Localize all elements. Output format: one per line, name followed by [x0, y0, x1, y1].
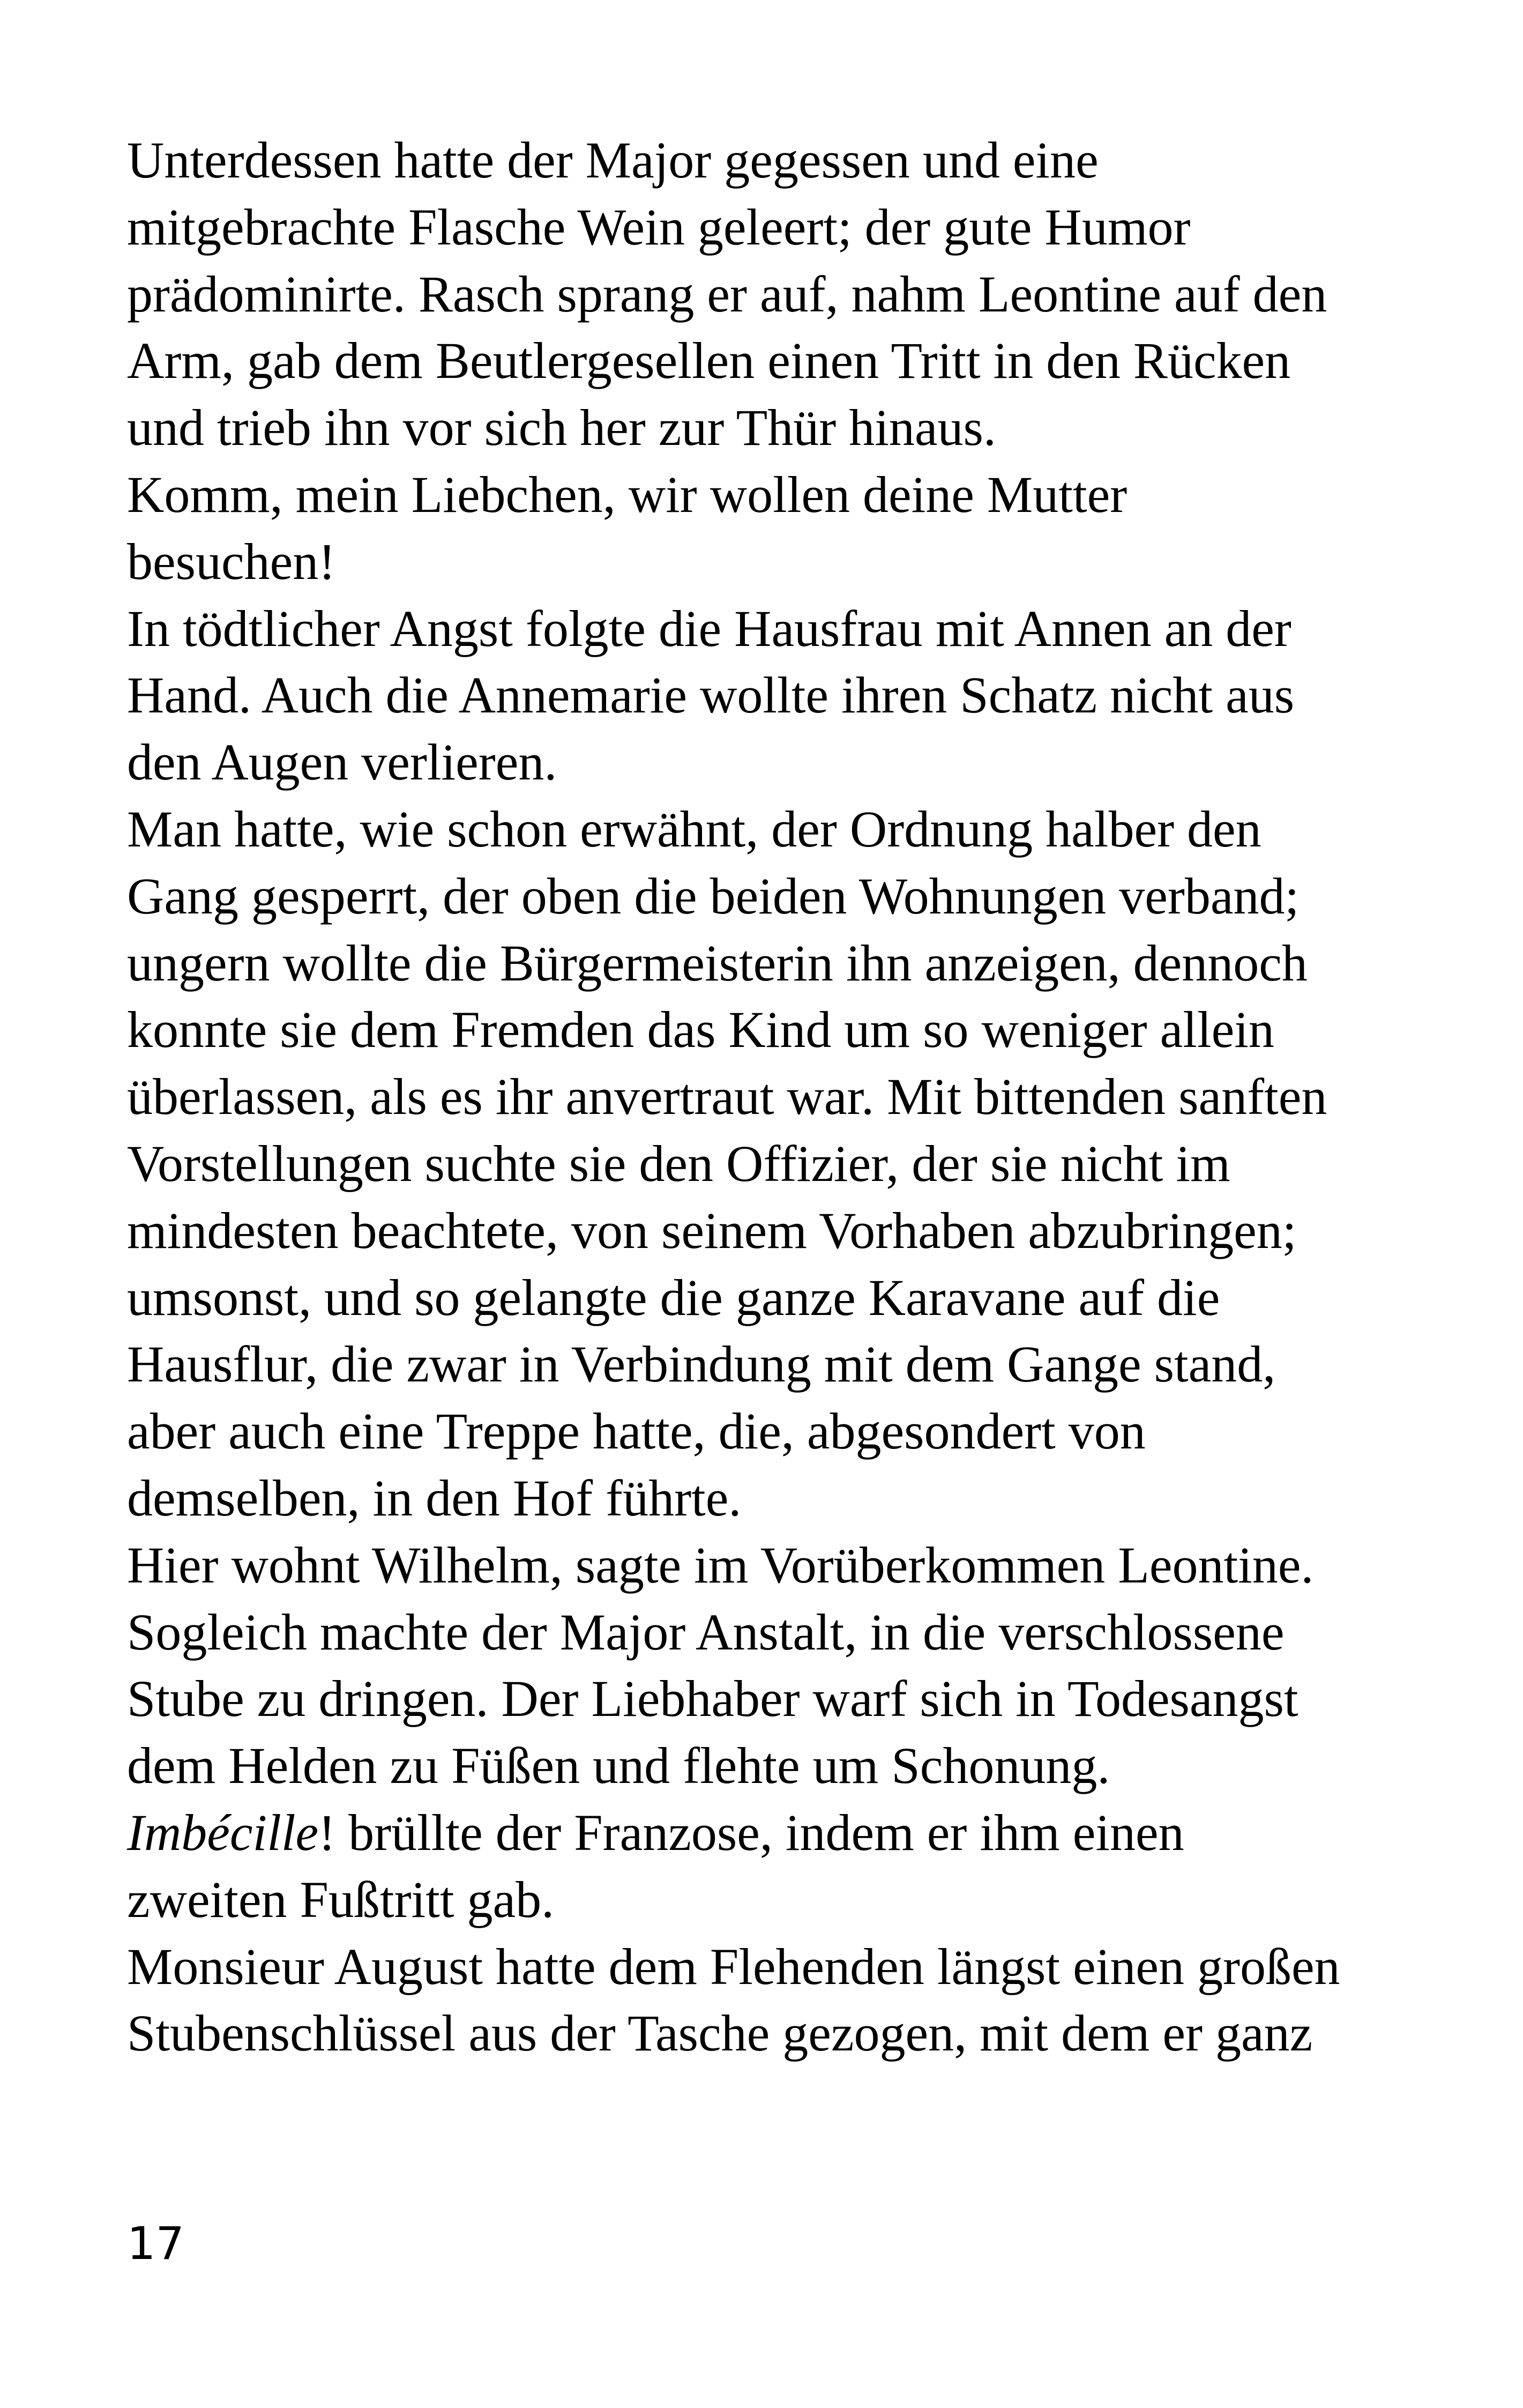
- text-segment: Stube zu dringen. Der Liebhaber warf sich in Todesangst: [127, 1670, 1298, 1728]
- text-line: [127, 930, 1424, 997]
- text-line: [127, 328, 1424, 395]
- text-segment: Hier wohnt Wilhelm, sagte im Vorüberkommen Leontine.: [127, 1536, 1314, 1594]
- text-segment: den Augen verlieren.: [127, 733, 557, 791]
- text-segment: prädominirte. Rasch sprang er auf, nahm Leontine auf den: [127, 265, 1327, 323]
- text-line: [127, 1800, 1424, 1867]
- text-segment: Unterdessen hatte der Major gegessen und eine: [127, 131, 1099, 189]
- text-line: [127, 1331, 1424, 1398]
- text-line: [127, 1064, 1424, 1131]
- text-line: [127, 1465, 1424, 1532]
- text-segment: ungern wollte die Bürgermeisterin ihn anzeigen, dennoch: [127, 934, 1308, 992]
- text-segment: Monsieur August hatte dem Flehenden längst einen großen: [127, 1937, 1340, 1995]
- text-segment: und trieb ihn vor sich her zur Thür hinaus.: [127, 399, 996, 457]
- text-line: [127, 395, 1424, 462]
- text-line: [127, 596, 1424, 663]
- text-line: [127, 1934, 1424, 2001]
- text-segment: Sogleich machte der Major Anstalt, in die verschlossene: [127, 1603, 1285, 1661]
- text-segment: zweiten Fußtritt gab.: [127, 1870, 555, 1928]
- text-line: [127, 1398, 1424, 1465]
- text-segment: Gang gesperrt, der oben die beiden Wohnungen verband;: [127, 867, 1300, 925]
- page-number: 17: [127, 2217, 184, 2270]
- text-line: [127, 997, 1424, 1064]
- text-segment: Arm, gab dem Beutlergesellen einen Tritt in den Rücken: [127, 332, 1291, 390]
- text-line: [127, 1666, 1424, 1733]
- body-text: [127, 127, 1424, 2067]
- text-line: [127, 1733, 1424, 1800]
- text-line: [127, 1265, 1424, 1332]
- text-line: [127, 1198, 1424, 1265]
- text-segment: Vorstellungen suchte sie den Offizier, der sie nicht im: [127, 1134, 1230, 1192]
- italic-text-segment: Imbécille: [127, 1803, 319, 1861]
- text-line: [127, 1532, 1424, 1599]
- text-segment: konnte sie dem Fremden das Kind um so weniger allein: [127, 1001, 1274, 1059]
- text-line: [127, 529, 1424, 596]
- text-segment: aber auch eine Treppe hatte, die, abgesondert von: [127, 1402, 1146, 1460]
- text-segment: Stubenschlüssel aus der Tasche gezogen, mit dem er ganz: [127, 2004, 1313, 2062]
- text-line: [127, 863, 1424, 930]
- text-segment: Hausflur, die zwar in Verbindung mit dem Gange stand,: [127, 1335, 1276, 1393]
- text-segment: Komm, mein Liebchen, wir wollen deine Mutter: [127, 465, 1128, 523]
- text-line: [127, 729, 1424, 796]
- text-line: [127, 1131, 1424, 1198]
- text-segment: dem Helden zu Füßen und flehte um Schonung.: [127, 1737, 1110, 1795]
- text-segment: Man hatte, wie schon erwähnt, der Ordnung halber den: [127, 800, 1261, 858]
- text-line: [127, 194, 1424, 261]
- text-segment: ! brüllte der Franzose, indem er ihm einen: [318, 1803, 1184, 1861]
- text-segment: In tödtlicher Angst folgte die Hausfrau mit Annen an der: [127, 599, 1291, 657]
- text-segment: mitgebrachte Flasche Wein geleert; der gute Humor: [127, 198, 1191, 256]
- text-line: [127, 1867, 1424, 1934]
- text-segment: überlassen, als es ihr anvertraut war. Mit bittenden sanften: [127, 1068, 1327, 1126]
- text-line: [127, 662, 1424, 729]
- text-line: [127, 261, 1424, 328]
- text-line: [127, 796, 1424, 863]
- text-segment: Hand. Auch die Annemarie wollte ihren Schatz nicht aus: [127, 666, 1295, 724]
- text-segment: umsonst, und so gelangte die ganze Karavane auf die: [127, 1268, 1220, 1326]
- text-segment: demselben, in den Hof führte.: [127, 1469, 742, 1527]
- text-line: [127, 2000, 1424, 2067]
- text-segment: mindesten beachtete, von seinem Vorhaben abzubringen;: [127, 1201, 1297, 1259]
- text-line: [127, 1599, 1424, 1666]
- text-line: [127, 462, 1424, 529]
- text-line: [127, 127, 1424, 194]
- text-segment: besuchen!: [127, 532, 336, 590]
